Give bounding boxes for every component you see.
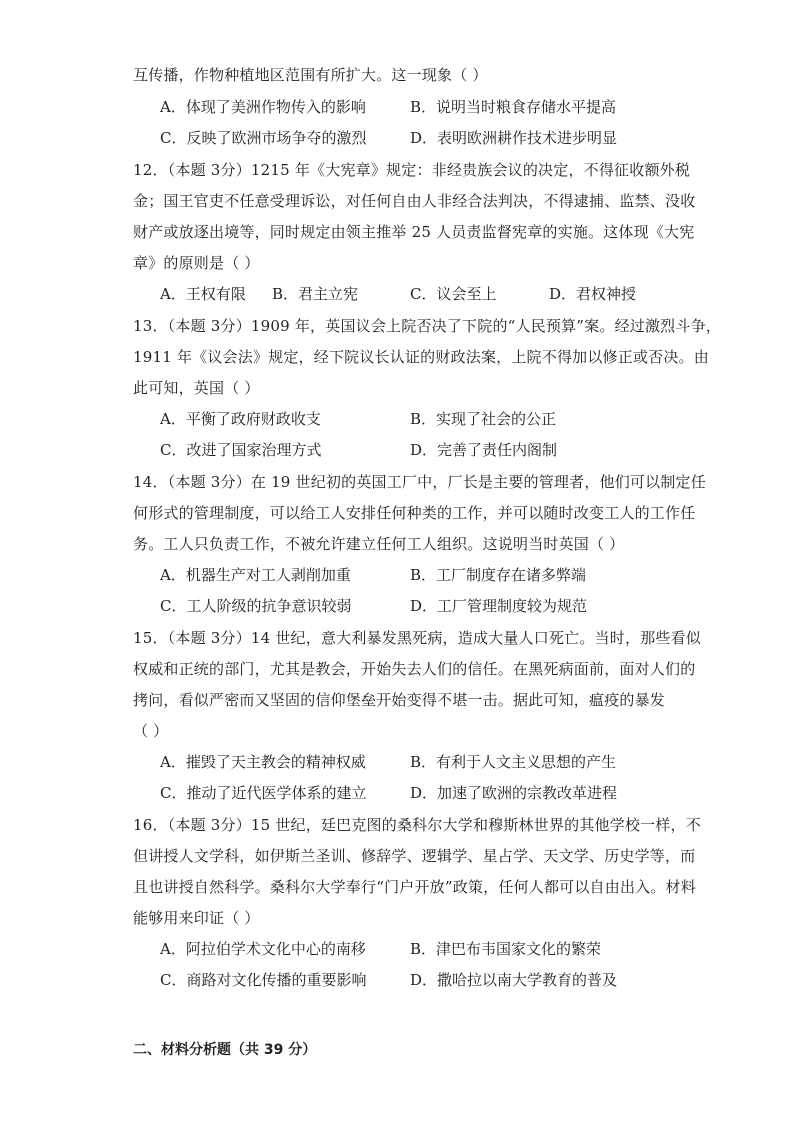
option-c: C．反映了欧洲市场争夺的激烈	[160, 129, 367, 147]
option-b: B．津巴布韦国家文化的繁荣	[410, 940, 602, 958]
question-12-line: 章》的原则是（ ）	[133, 254, 260, 272]
option-c: C．商路对文化传播的重要影响	[160, 971, 367, 989]
option-c: C．改进了国家治理方式	[160, 441, 322, 459]
question-12-line: 12．（本题 3分）1215 年《大宪章》规定：非经贵族会议的决定，不得征收额外税	[133, 161, 691, 179]
question-14-line: 何形式的管理制度，可以给工人安排任何种类的工作，并可以随时改变工人的工作任	[133, 504, 696, 522]
question-16-line: 但讲授人文学科，如伊斯兰圣训、修辞学、逻辑学、星占学、天文学、历史学等，而	[133, 847, 696, 865]
question-14-line: 务。工人只负责工作，不被允许建立任何工人组织。这说明当时英国（ ）	[133, 535, 625, 553]
option-b: B．实现了社会的公正	[410, 410, 557, 428]
option-a: A．机器生产对工人剥削加重	[160, 566, 351, 584]
option-a: A．平衡了政府财政收支	[160, 410, 321, 428]
option-b: B．有利于人文主义思想的产生	[410, 753, 617, 771]
option-d: D．工厂管理制度较为规范	[410, 597, 588, 615]
option-d: D．加速了欧洲的宗教改革进程	[410, 784, 618, 802]
question-15-line: 15．（本题 3分）14 世纪，意大利暴发黑死病，造成大量人口死亡。当时，那些看似	[133, 629, 701, 647]
option-b: B．工厂制度存在诸多弊端	[410, 566, 587, 584]
option-c: C．工人阶级的抗争意识较弱	[160, 597, 352, 615]
question-16-line: 且也讲授自然科学。桑科尔大学奉行“门户开放”政策，任何人都可以自由出入。材料	[133, 878, 696, 896]
option-a: A．阿拉伯学术文化中心的南移	[160, 940, 366, 958]
question-12-line: 金；国王官吏不任意受理诉讼，对任何自由人非经合法判决，不得逮捕、监禁、没收	[133, 192, 696, 210]
question-15-line: 权威和正统的部门，尤其是教会，开始失去人们的信任。在黑死病面前，面对人们的	[133, 660, 696, 678]
option-d: D．撒哈拉以南大学教育的普及	[410, 971, 618, 989]
question-13-line: 此可知，英国（ ）	[133, 379, 260, 397]
option-d: D．君权神授	[549, 285, 637, 303]
option-c: C．议会至上	[410, 285, 497, 303]
option-d: D．完善了责任内阁制	[410, 441, 558, 459]
question-15-line: 拷问，看似严密而又坚固的信仰堡垒开始变得不堪一击。据此可知，瘟疫的暴发	[133, 691, 666, 709]
question-12-line: 财产或放逐出境等，同时规定由领主推举 25 人员责监督宪章的实施。这体现《大宪	[133, 223, 695, 241]
option-c: C．推动了近代医学体系的建立	[160, 784, 367, 802]
option-a: A．摧毁了天主教会的精神权威	[160, 753, 366, 771]
question-13-line: 13．（本题 3分）1909 年，英国议会上院否决了下院的“人民预算”案。经过激烈斗争，	[133, 317, 721, 335]
question-11-continuation: 互传播，作物种植地区范围有所扩大。这一现象（ ）	[133, 66, 488, 84]
section-heading: 二、材料分析题（共 39 分）	[133, 1042, 317, 1058]
question-15-line: （ ）	[133, 722, 169, 740]
option-a: A．体现了美洲作物传入的影响	[160, 98, 366, 116]
option-b: B．君主立宪	[272, 285, 359, 303]
question-14-line: 14．（本题 3分）在 19 世纪初的英国工厂中，厂长是主要的管理者，他们可以制定任	[133, 473, 706, 491]
question-16-line: 16．（本题 3分）15 世纪，廷巴克图的桑科尔大学和穆斯林世界的其他学校一样，不	[133, 816, 701, 834]
question-13-line: 1911 年《议会法》规定，经下院议长认证的财政法案，上院不得加以修正或否决。由	[133, 348, 709, 366]
question-16-line: 能够用来印证（ ）	[133, 909, 260, 927]
option-b: B．说明当时粮食存储水平提高	[410, 98, 617, 116]
option-a: A．王权有限	[160, 285, 246, 303]
option-d: D．表明欧洲耕作技术进步明显	[410, 129, 618, 147]
